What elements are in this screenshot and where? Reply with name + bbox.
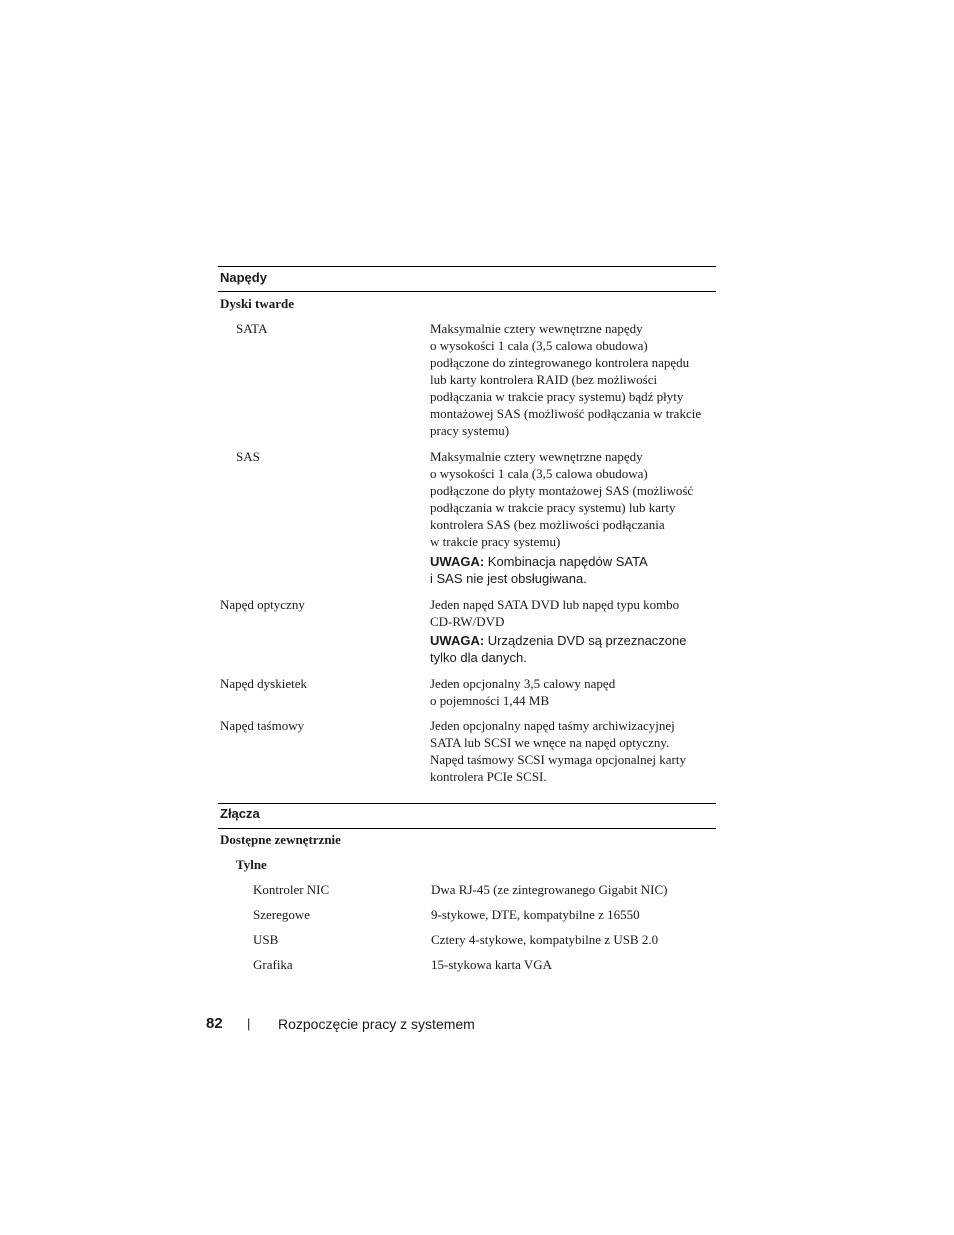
- subheading-external: Dostępne zewnętrznie: [220, 832, 341, 847]
- footer-title: Rozpoczęcie pracy z systemem: [278, 1016, 475, 1032]
- row-desc-sas: Maksymalnie cztery wewnętrzne napędy o wysokości 1 cala (3,5 calowa obudowa) podłączone do płyty montażowej SAS (możliwość podłączania w trakcie pracy systemu) lub karty kontrolera SAS (bez możliwości podłączania w trakcie pracy systemu): [430, 449, 694, 549]
- note-text: Kombinacja napędów SATA i SAS nie jest obsługiwana.: [430, 554, 648, 586]
- section-top-rule: [218, 803, 716, 804]
- row-desc-nic: Dwa RJ-45 (ze zintegrowanego Gigabit NIC): [431, 882, 668, 897]
- row-label-sas: SAS: [236, 449, 260, 464]
- row-desc-floppy: Jeden opcjonalny 3,5 calowy napęd o pojemności 1,44 MB: [430, 676, 616, 708]
- row-label-usb: USB: [253, 932, 279, 947]
- row-desc-video: 15-stykowa karta VGA: [431, 957, 553, 972]
- subheading-rear: Tylne: [236, 857, 267, 872]
- footer-separator: |: [247, 1016, 251, 1031]
- subheading-hard-drives: Dyski twarde: [220, 296, 295, 311]
- section-title-connectors: Złącza: [220, 806, 260, 821]
- row-desc-serial: 9-stykowe, DTE, kompatybilne z 16550: [431, 907, 640, 922]
- row-label-tape: Napęd taśmowy: [220, 718, 305, 733]
- note-label: UWAGA:: [430, 554, 485, 569]
- row-label-nic: Kontroler NIC: [253, 882, 330, 897]
- note-optical: [430, 632, 720, 666]
- row-desc-optical: Jeden napęd SATA DVD lub napęd typu kombo CD-RW/DVD: [430, 597, 680, 629]
- row-label-optical: Napęd optyczny: [220, 597, 305, 612]
- row-desc-usb: Cztery 4-stykowe, kompatybilne z USB 2.0: [431, 932, 659, 947]
- row-label-video: Grafika: [253, 957, 293, 972]
- row-label-floppy: Napęd dyskietek: [220, 676, 308, 691]
- row-label-sata: SATA: [236, 321, 268, 336]
- section-title-drives: Napędy: [220, 270, 267, 285]
- section-header-rule: [218, 828, 716, 829]
- row-desc-tape: Jeden opcjonalny napęd taśmy archiwizacyjnej SATA lub SCSI we wnęce na napęd optyczny. Napęd taśmowy SCSI wymaga opcjonalnej karty kontrolera PCIe SCSI.: [430, 718, 686, 784]
- note-label: UWAGA:: [430, 633, 485, 648]
- row-desc-sata: Maksymalnie cztery wewnętrzne napędy o wysokości 1 cala (3,5 calowa obudowa) podłączone do zintegrowanego kontrolera napędu lub karty kontrolera RAID (bez możliwości podłączania w trakcie pracy systemu) bądź płyty montażowej SAS (możliwość podłączania w trakcie pracy systemu): [430, 321, 702, 438]
- section-header-rule: [218, 291, 716, 292]
- row-label-serial: Szeregowe: [253, 907, 311, 922]
- note-text: Urządzenia DVD są przeznaczone tylko dla danych.: [430, 633, 687, 665]
- page-number: 82: [206, 1015, 223, 1032]
- note-sas: [430, 553, 720, 587]
- section-top-rule: [218, 266, 716, 267]
